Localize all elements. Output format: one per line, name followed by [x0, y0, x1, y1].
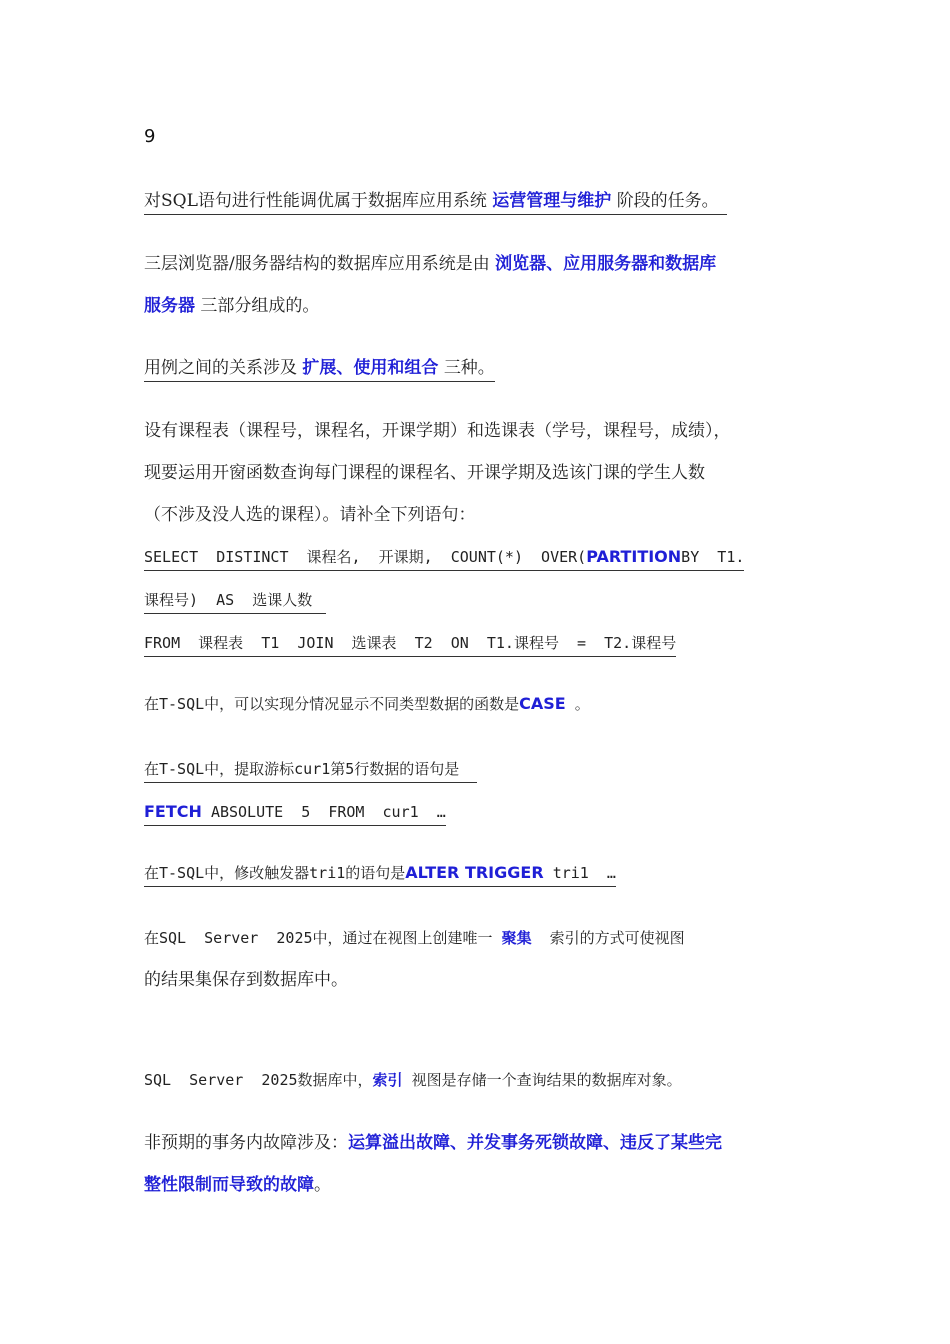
question-8-line-2: 的结果集保存到数据库中。 — [144, 970, 348, 990]
question-6-line-2 — [144, 800, 446, 826]
q7-answer: ALTER TRIGGER — [405, 863, 544, 882]
q6-text-end: ABSOLUTE 5 FROM cur1 … — [210, 803, 446, 821]
question-3 — [144, 356, 495, 382]
sql-line-1-end: BY T1. — [681, 548, 745, 566]
question-4-line-2: 现要运用开窗函数查询每门课程的课程名、开课学期及选该门课的学生人数 — [144, 463, 705, 483]
question-7 — [144, 861, 616, 887]
sql-line-2 — [144, 588, 326, 614]
sql-line-1-text: SELECT DISTINCT 课程名, 开课期, COUNT(*) OVER( — [144, 548, 587, 566]
q10-text: 非预期的事务内故障涉及： — [144, 1133, 348, 1153]
question-5 — [144, 692, 590, 716]
question-10-line-2 — [144, 1173, 331, 1197]
q2-answer-part-1: 浏览器、应用服务器和数据库 — [495, 254, 717, 274]
q3-answer: 扩展、使用和组合 — [302, 358, 439, 378]
q6-answer: FETCH — [144, 802, 202, 821]
question-4-line-1: 设有课程表（课程号，课程名，开课学期）和选课表（学号，课程号，成绩）， — [144, 421, 731, 441]
question-4-line-3: （不涉及没人选的课程）。请补全下列语句： — [144, 505, 476, 525]
q10-answer-part-2: 整性限制而导致的故障 — [144, 1175, 314, 1195]
q8-text-end: 索引的方式可使视图 — [549, 929, 685, 947]
q3-text-end: 三种。 — [443, 358, 495, 378]
q3-text: 用例之间的关系涉及 — [144, 358, 297, 378]
page-number: 9 — [144, 126, 156, 147]
q5-answer: CASE — [519, 694, 566, 713]
q6-text: 在T-SQL中，提取游标cur1第5行数据的语句是 — [144, 760, 460, 778]
q7-text: 在T-SQL中，修改触发器tri1的语句是 — [144, 864, 406, 882]
q2-answer-part-2: 服务器 — [144, 296, 195, 316]
q5-text-end: 。 — [574, 695, 590, 713]
question-10-line-1 — [144, 1131, 722, 1155]
q8-text: 在SQL Server 2025中，通过在视图上创建唯一 — [144, 929, 493, 947]
q1-answer: 运营管理与维护 — [492, 191, 612, 211]
sql-line-2-text: 课程号) AS 选课人数 — [144, 591, 313, 609]
q7-text-end: tri1 … — [552, 864, 616, 882]
q10-text-end: 。 — [314, 1175, 331, 1195]
question-9 — [144, 1068, 682, 1092]
question-6-line-1 — [144, 757, 477, 783]
question-8-line-1 — [144, 926, 685, 950]
q10-answer-part-1: 运算溢出故障、并发事务死锁故障、违反了某些完 — [348, 1133, 722, 1153]
question-1 — [144, 189, 727, 215]
q1-text-end: 阶段的任务。 — [616, 191, 719, 211]
question-2-line-2 — [144, 294, 319, 318]
q1-text: 对SQL语句进行性能调优属于数据库应用系统 — [144, 191, 487, 211]
sql-line-1 — [144, 545, 744, 571]
q9-text-end: 视图是存储一个查询结果的数据库对象。 — [411, 1071, 682, 1089]
q5-text: 在T-SQL中，可以实现分情况显示不同类型数据的函数是 — [144, 695, 520, 713]
q9-answer: 索引 — [372, 1071, 403, 1089]
q9-text: SQL Server 2025数据库中， — [144, 1071, 373, 1089]
sql-line-3: FROM 课程表 T1 JOIN 选课表 T2 ON T1.课程号 = T2.课程号 — [144, 631, 676, 657]
q2-text: 三层浏览器/服务器结构的数据库应用系统是由 — [144, 254, 490, 274]
question-2-line-1 — [144, 252, 716, 276]
q8-answer: 聚集 — [501, 929, 532, 947]
q2-text-end: 三部分组成的。 — [200, 296, 320, 316]
q4-answer: PARTITION — [586, 547, 682, 566]
